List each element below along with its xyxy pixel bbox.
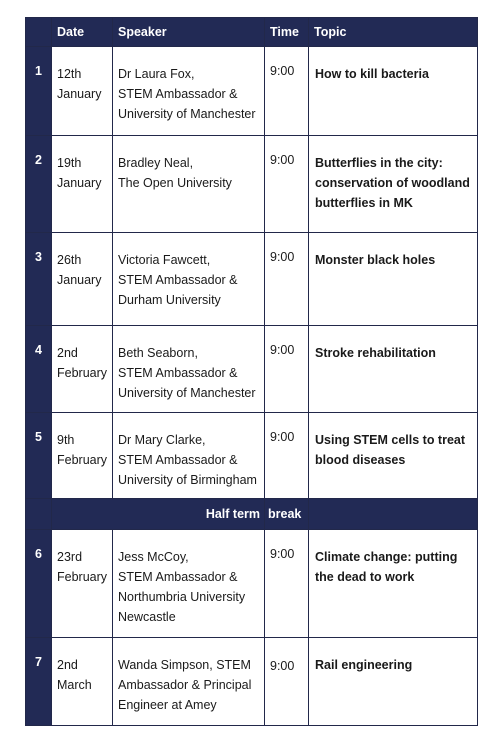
date-line: January (57, 87, 102, 101)
speaker-line: Newcastle (118, 610, 176, 624)
date-line: 2nd (57, 658, 78, 672)
speaker-line: STEM Ambassador & (118, 570, 238, 584)
table-row (26, 638, 478, 726)
table-row (26, 326, 478, 413)
speaker-line: Ambassador & Principal (118, 678, 252, 692)
row-number: 6 (26, 530, 52, 638)
table-row (26, 233, 478, 326)
speaker-line: University of Manchester (118, 107, 256, 121)
speaker-line: Dr Laura Fox, (118, 67, 195, 81)
header-num (26, 18, 52, 47)
row-number: 5 (26, 413, 52, 499)
time-cell: 9:00 (265, 326, 309, 413)
topic-cell (309, 530, 478, 638)
date-line: 2nd (57, 346, 78, 360)
speaker-cell (113, 530, 265, 638)
speaker-line: Victoria Fawcett, (118, 253, 211, 267)
date-line: 12th (57, 67, 82, 81)
speaker-line: STEM Ambassador & (118, 366, 238, 380)
date-cell (52, 136, 113, 233)
break-spacer (309, 499, 478, 530)
header-topic: Topic (309, 18, 478, 47)
table-row (26, 136, 478, 233)
table-row (26, 47, 478, 136)
topic-line: Butterflies in the city: (315, 156, 443, 170)
date-line: March (57, 678, 92, 692)
speaker-line: STEM Ambassador & (118, 273, 238, 287)
row-number: 3 (26, 233, 52, 326)
topic-line: butterflies in MK (315, 196, 413, 210)
time-cell: 9:00 (265, 47, 309, 136)
date-line: January (57, 176, 102, 190)
speaker-line: Northumbria University (118, 590, 246, 604)
date-line: January (57, 273, 102, 287)
header-speaker: Speaker (113, 18, 265, 47)
row-number: 1 (26, 47, 52, 136)
row-number: 2 (26, 136, 52, 233)
date-line: 26th (57, 253, 82, 267)
topic-cell (309, 233, 478, 326)
topic-line: Rail engineering (315, 658, 413, 672)
date-cell (52, 326, 113, 413)
header-date: Date (52, 18, 113, 47)
topic-line: How to kill bacteria (315, 67, 429, 81)
speaker-line: Jess McCoy, (118, 550, 189, 564)
speaker-cell (113, 136, 265, 233)
date-line: February (57, 366, 108, 380)
speaker-line: University of Birmingham (118, 473, 257, 487)
topic-line: blood diseases (315, 453, 406, 467)
topic-cell (309, 326, 478, 413)
speaker-line: STEM Ambassador & (118, 453, 238, 467)
time-cell: 9:00 (265, 413, 309, 499)
speaker-line: Dr Mary Clarke, (118, 433, 206, 447)
speaker-cell (113, 326, 265, 413)
date-cell (52, 638, 113, 726)
speaker-line: STEM Ambassador & (118, 87, 238, 101)
row-number: 7 (26, 638, 52, 726)
speaker-cell (113, 47, 265, 136)
time-cell: 9:00 (265, 530, 309, 638)
speaker-line: The Open University (118, 176, 232, 190)
topic-cell (309, 638, 478, 726)
date-cell (52, 413, 113, 499)
speaker-line: Wanda Simpson, STEM (118, 658, 251, 672)
speaker-cell (113, 233, 265, 326)
half-term-break-row (26, 499, 478, 530)
speaker-line: Engineer at Amey (118, 698, 217, 712)
schedule-table (25, 17, 478, 726)
topic-line: Climate change: putting (315, 550, 458, 564)
date-line: February (57, 453, 108, 467)
topic-line: Monster black holes (315, 253, 436, 267)
speaker-cell (113, 413, 265, 499)
topic-line: the dead to work (315, 570, 415, 584)
date-cell (52, 47, 113, 136)
topic-line: Stroke rehabilitation (315, 346, 436, 360)
date-cell (52, 530, 113, 638)
break-spacer (26, 499, 52, 530)
topic-line: conservation of woodland (315, 176, 470, 190)
date-cell (52, 233, 113, 326)
topic-cell (309, 413, 478, 499)
header-time: Time (265, 18, 309, 47)
table-row (26, 413, 478, 499)
time-cell: 9:00 (265, 136, 309, 233)
date-line: 19th (57, 156, 82, 170)
date-line: 9th (57, 433, 75, 447)
header-row (26, 18, 478, 47)
break-label-right: break (265, 499, 309, 530)
speaker-cell (113, 638, 265, 726)
time-cell: 9:00 (265, 233, 309, 326)
topic-line: Using STEM cells to treat (315, 433, 466, 447)
row-number: 4 (26, 326, 52, 413)
topic-cell (309, 47, 478, 136)
speaker-line: University of Manchester (118, 386, 256, 400)
topic-cell (309, 136, 478, 233)
table-row (26, 530, 478, 638)
break-label-left: Half term (52, 499, 265, 530)
date-line: 23rd (57, 550, 83, 564)
speaker-line: Durham University (118, 293, 221, 307)
date-line: February (57, 570, 108, 584)
time-cell: 9:00 (265, 638, 309, 726)
speaker-line: Bradley Neal, (118, 156, 194, 170)
speaker-line: Beth Seaborn, (118, 346, 198, 360)
